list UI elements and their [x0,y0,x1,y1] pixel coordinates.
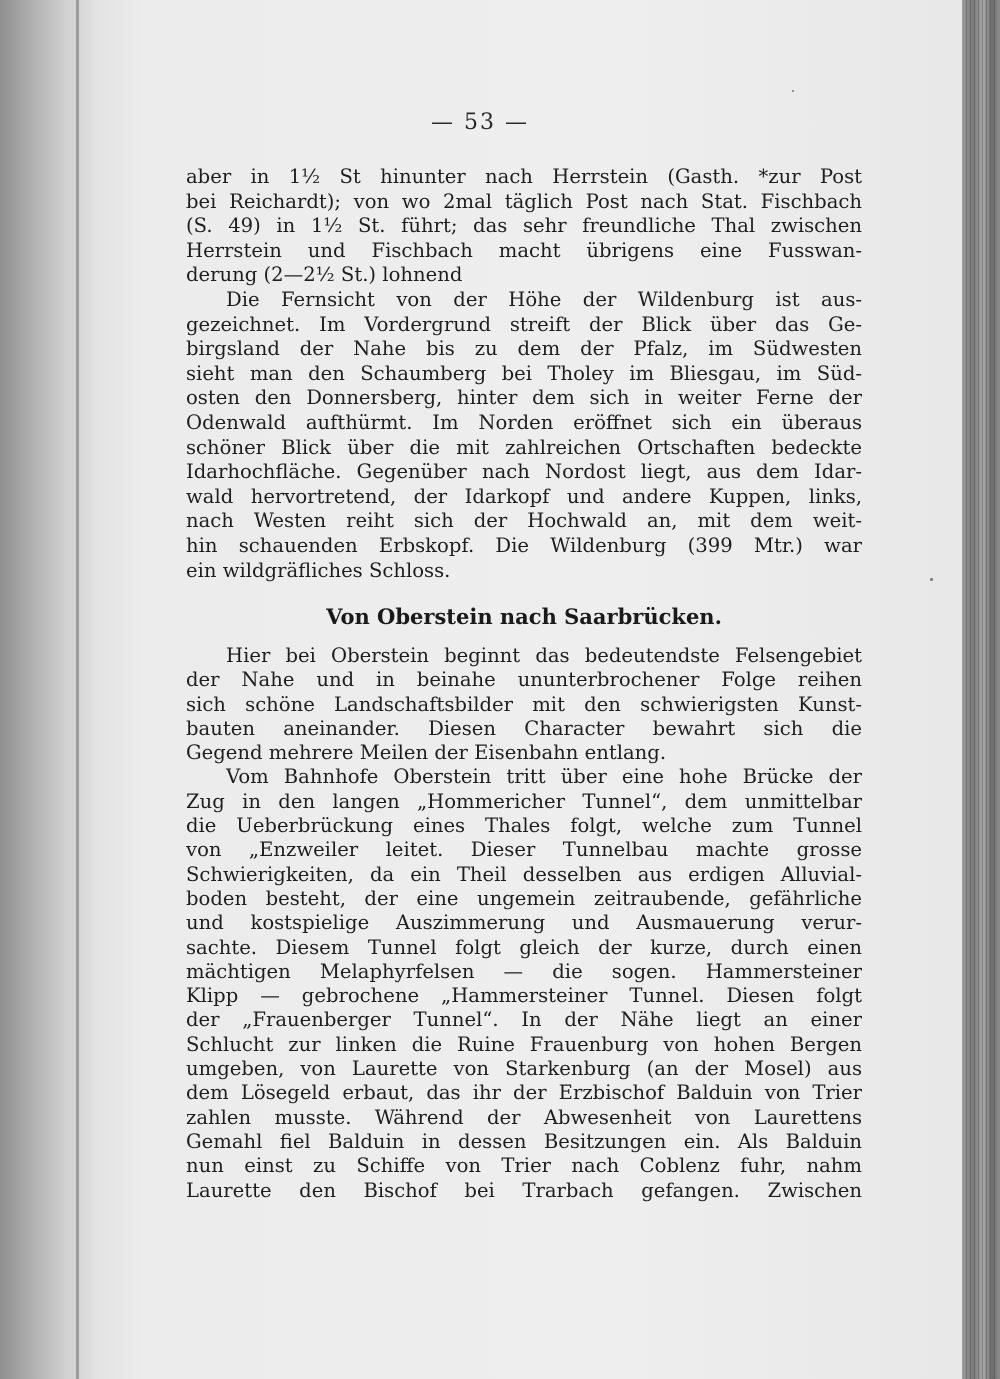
text-line: nach Westen reiht sich der Hochwald an, mit dem weit- [186,509,862,533]
text-line: Hier bei Oberstein beginnt das bedeutendste Felsengebiet [226,644,862,667]
text-line: Schlucht zur linken die Ruine Frauenburg von hohen Bergen [186,1032,862,1056]
text-line: die Ueberbrückung eines Thales folgt, welche zum Tunnel [186,814,862,838]
text-line: Gegend mehrere Meilen der Eisenbahn entlang. [186,741,667,765]
text-line: wald hervortretend, der Idarkopf und andere Kuppen, links, [186,484,862,508]
text-line: birgsland der Nahe bis zu dem der Pfalz, im Südwesten [186,337,862,361]
section-heading: Von Oberstein nach Saarbrücken. [326,604,722,629]
text-line: zahlen musste. Während der Abwesenheit von Laurettens [186,1105,862,1129]
text-line: Klipp — gebrochene „Hammersteiner Tunnel. Diesen folgt [186,984,862,1008]
text-line: Gemahl fiel Balduin in dessen Besitzungen ein. Als Balduin [186,1129,862,1153]
page-number: — 53 — [431,110,529,135]
text-line: derung (2—2½ St.) lohnend [186,263,463,287]
book-edge-pages [966,0,996,1379]
text-line: Laurette den Bischof bei Trarbach gefangen. Zwischen [186,1178,862,1202]
text-line: Vom Bahnhofe Oberstein tritt über eine hohe Brücke der [226,765,862,789]
text-line: von „Enzweiler leitet. Dieser Tunnelbau machte grosse [186,838,862,862]
text-line: bei Reichardt); von wo 2mal täglich Post nach Stat. Fischbach [186,189,862,213]
paper-speck [792,90,794,92]
text-line: boden besteht, der eine ungemein zeitraubende, gefährliche [186,886,862,910]
text-line: Odenwald aufthürmt. Im Norden eröffnet sich ein überaus [186,410,862,434]
binding-line [76,0,79,1379]
text-line: sachte. Diesem Tunnel folgt gleich der kurze, durch einen [186,935,862,959]
text-line: Zug in den langen „Hommericher Tunnel“, dem unmittelbar [186,789,862,813]
text-line: hin schauenden Erbskopf. Die Wildenburg (399 Mtr.) war [186,533,862,557]
text-line: (S. 49) in 1½ St. führt; das sehr freundliche Thal zwischen [186,214,862,238]
text-line: ein wildgräfliches Schloss. [186,558,451,582]
text-line: der Nahe und in beinahe ununterbrochener Folge reihen [186,668,862,692]
text-line: sieht man den Schaumberg bei Tholey im Bliesgau, im Süd- [186,361,862,385]
paragraph-block-2 [186,644,862,1203]
text-line: mächtigen Melaphyrfelsen — die sogen. Hammersteiner [186,959,862,983]
text-line: bauten aneinander. Diesen Character bewahrt sich die [186,716,862,740]
text-line: dem Lösegeld erbaut, das ihr der Erzbischof Balduin von Trier [186,1081,862,1105]
paragraph-block-1 [186,165,862,583]
text-line: Schwierigkeiten, da ein Theil desselben aus erdigen Alluvial- [186,862,862,886]
text-line: gezeichnet. Im Vordergrund streift der Blick über das Ge- [186,312,862,336]
text-line: sich schöne Landschaftsbilder mit den schwierigsten Kunst- [186,692,862,716]
paper-speck [930,578,933,581]
text-line: der „Frauenberger Tunnel“. In der Nähe liegt an einer [186,1008,862,1032]
text-line: nun einst zu Schiffe von Trier nach Coblenz fuhr, nahm [186,1154,862,1178]
text-line: aber in 1½ St hinunter nach Herrstein (Gasth. *zur Post [186,165,862,188]
text-line: Idarhochfläche. Gegenüber nach Nordost liegt, aus dem Idar- [186,460,862,484]
text-line: und kostspielige Auszimmerung und Ausmauerung verur- [186,911,862,935]
text-line: osten den Donnersberg, hinter dem sich in weiter Ferne der [186,386,862,410]
text-line: Herrstein und Fischbach macht übrigens eine Fusswan- [186,238,862,262]
text-line: schöner Blick über die mit zahlreichen Ortschaften bedeckte [186,435,862,459]
text-line: umgeben, von Laurette von Starkenburg (an der Mosel) aus [186,1057,862,1081]
text-line: Die Fernsicht von der Höhe der Wildenburg ist aus- [226,287,862,311]
